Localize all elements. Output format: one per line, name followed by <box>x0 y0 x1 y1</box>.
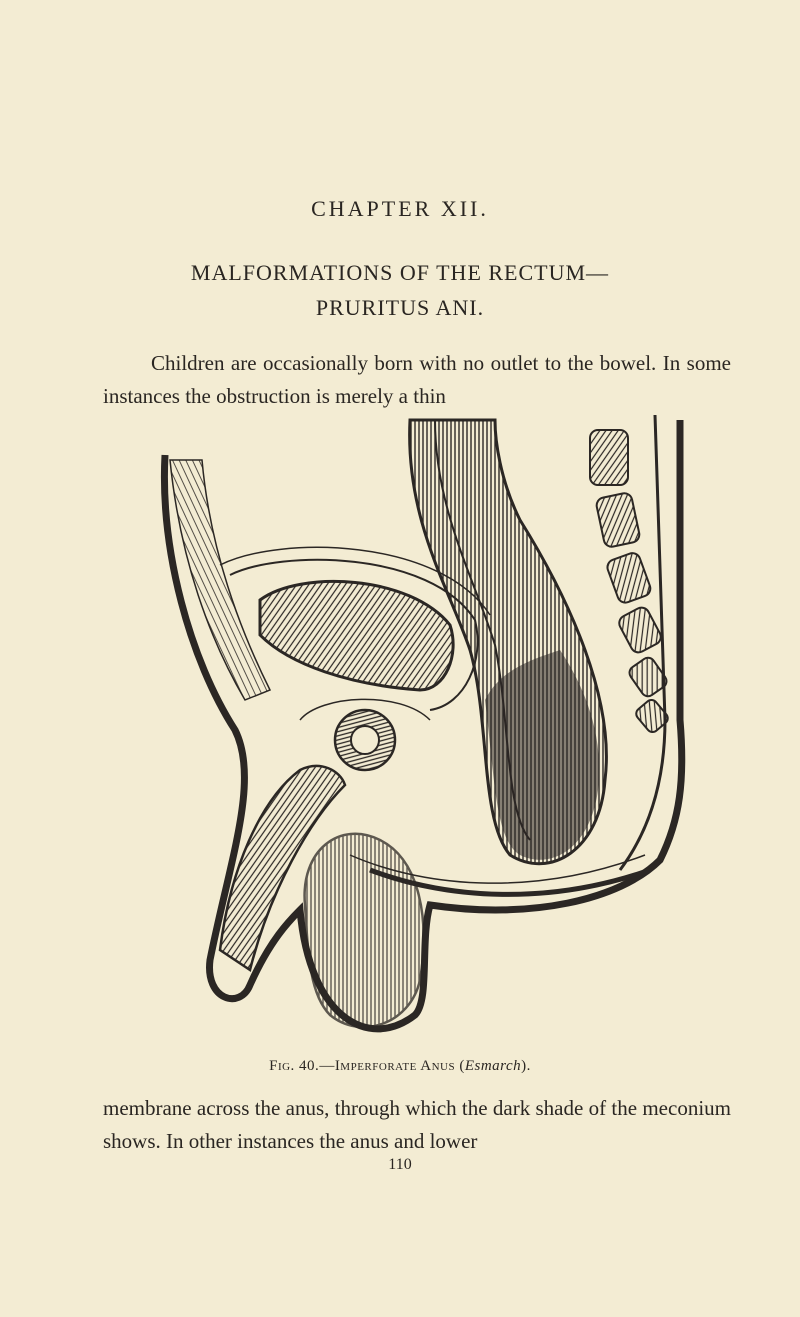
caption-title: Imperforate Anus <box>334 1058 456 1074</box>
page-number: 110 <box>388 1156 412 1173</box>
anatomical-illustration <box>150 400 690 1050</box>
chapter-title-line-2: PRURITUS ANI. <box>315 295 485 320</box>
caption-dash: — <box>319 1058 335 1074</box>
caption-figure-number: Fig. 40. <box>269 1058 320 1074</box>
paragraph-top: Children are occasionally born with no outlet to the bowel. In some instances the obstruction is merely a thin <box>103 351 731 408</box>
chapter-title <box>0 255 800 325</box>
abdominal-wall <box>170 460 270 700</box>
caption-author: Esmarch <box>464 1058 522 1074</box>
scrotum <box>305 834 424 1027</box>
chapter-heading: CHAPTER XII. <box>311 196 489 221</box>
paragraph-bottom: membrane across the anus, through which the dark shade of the meconium shows. In other instances the anus and lower <box>103 1096 731 1153</box>
chapter-title-line-1: MALFORMATIONS OF THE RECTUM— <box>190 260 610 285</box>
figure-caption: Fig. 40.—Imperforate Anus (Esmarch). <box>269 1058 531 1074</box>
bladder <box>260 581 453 690</box>
